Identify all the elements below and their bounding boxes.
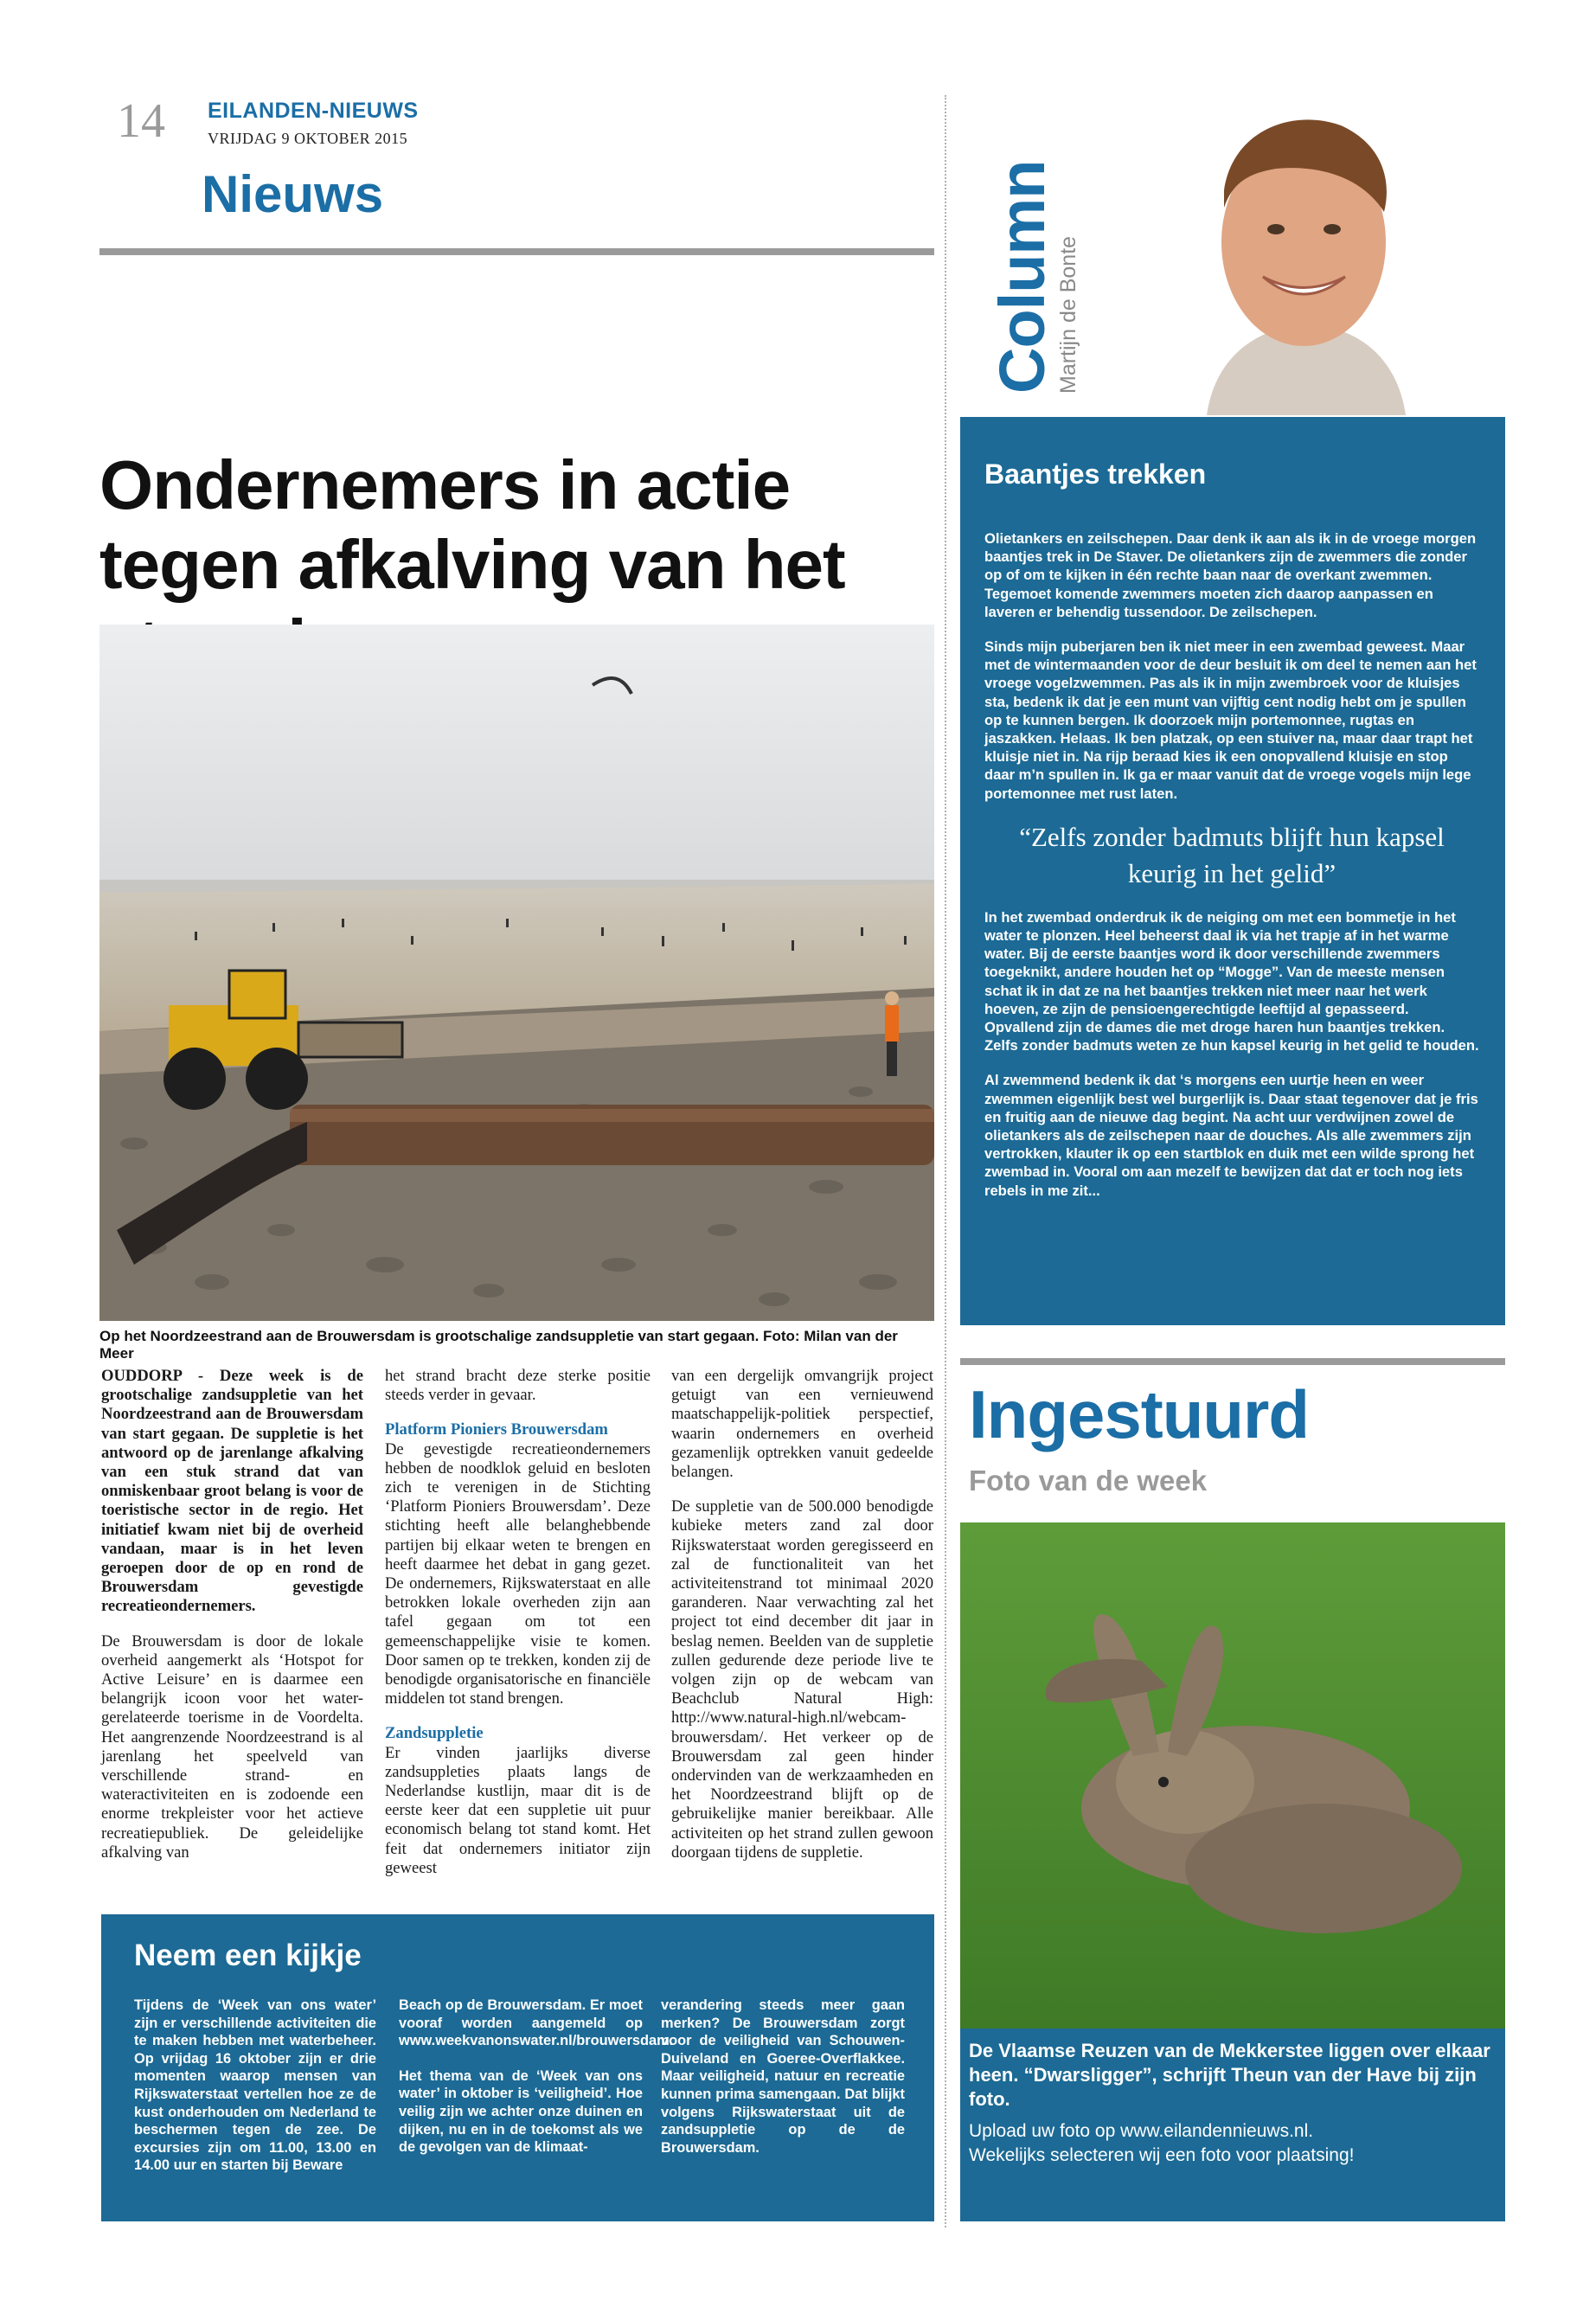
column-label: Column [986, 160, 1058, 394]
photo-of-week-caption: De Vlaamse Reuzen van de Mekkerstee liggen over elkaar heen. “Dwarsligger”, schrijft Theun van der Have bij zijn foto. [969, 2040, 1490, 2110]
section-title: Nieuws [202, 165, 384, 223]
info-box-column-2 [399, 1997, 674, 2174]
author-portrait [1103, 95, 1509, 415]
column-paragraph: Sinds mijn puberjaren ben ik niet meer in een zwembad geweest. Maar met de wintermaanden voor de deur besluit ik om deel te nemen aan het vroege vogelzwemmen. Pas als ik in mijn zwembroek voor de kluisjes sta, bedenk ik dat je een munt van vijftig cent nodig hebt om je spullen op te kunnen bergen. Ik doorzoek mijn portemonnee, rugtas en jaszakken. Helaas. Ik ben platzak, op een stuiver na, maar daar trapt het kluisje niet in. Na rijp beraad kies ik een onopvallend kluisje en stop daar m’n spullen in. Ik ga er maar vanuit dat de vroege vogels mijn lege portemonnee met rust laten. [984, 638, 1477, 802]
info-box [101, 1914, 934, 2221]
ingestuurd-title: Ingestuurd [969, 1376, 1309, 1452]
ingestuurd-subtitle: Foto van de week [969, 1465, 1208, 1497]
info-box-title: Neem een kijkje [134, 1939, 362, 1972]
beach-photo [99, 625, 934, 1321]
article-paragraph: van een dergelijk omvangrijk project getuigt van een vernieuwend maatschappelijk-politiek perspectief, waarin ondernemers en overheid gezamenlijk optrekken vanuit gedeelde belangen. [671, 1367, 933, 1482]
masthead-logo: EILANDEN-NIEUWS [208, 99, 419, 123]
rabbit-photo [960, 1522, 1505, 2029]
column-body [984, 529, 1479, 1216]
upload-instructions [969, 2119, 1497, 2168]
column-paragraph: In het zwembad onderdruk ik de neiging om met een bommetje in het water te plonzen. Heel beheerst daal ik via het trapje af in het warme water. Bij de eerste baantjes word ik door verschillende zwemmers toegeknikt, andere houden het op “Mogge”. Van de meeste mensen schat ik in dat ze na het baantjes trekken niet meer naar het werk hoeven, ze zijn de pensioengerechtigde leeftijd al gepasseerd. Opvallend zijn de dames die met droge haren hun baantjes trekken. Zelfs zonder badmuts weten ze hun kapsel keurig in het gelid te houden. [984, 908, 1479, 1054]
column-divider [945, 95, 946, 2227]
article-column-1 [101, 1367, 363, 1878]
photo-of-week-caption-box [960, 2029, 1505, 2221]
info-box-column-3 [661, 1997, 905, 2174]
info-box-paragraph: Beach op de Brouwersdam. Er moet vooraf worden aangemeld op www.weekvanonswater.nl/brouwersdam. [399, 1997, 674, 2049]
column-author: Martijn de Bonte [1056, 235, 1080, 394]
upload-line: Wekelijks selecteren wij een foto voor plaatsing! [969, 2145, 1355, 2165]
article-subhead: Zandsuppletie [385, 1724, 484, 1743]
page-number: 14 [117, 94, 165, 148]
column-box [960, 417, 1505, 1325]
photo-caption: Op het Noordzeestrand aan de Brouwersdam is grootschalige zandsuppletie van start gegaan. Foto: Milan van der Meer [99, 1328, 898, 1362]
pull-quote: “Zelfs zonder badmuts blijft hun kapsel keurig in het gelid” [1019, 821, 1445, 888]
article-paragraph: De Brouwersdam is door de lokale overheid aangemerkt als ‘Hotspot for Active Leisure’ en is daarmee een belangrijk icoon voor het water-gerelateerde toerisme in de Voordelta. Het aangrenzende Noordzeestrand is al jarenlang het speelveld van verschillende strand- en wateractiviteiten en is zodoende een enorme trekpleister voor het actieve recreatiepubliek. De geleidelijke afkalving van [101, 1631, 363, 1862]
article-subhead: Platform Pioniers Brouwersdam [385, 1420, 608, 1439]
ingestuurd-rule [960, 1358, 1505, 1365]
dateline: VRIJDAG 9 OKTOBER 2015 [208, 130, 408, 147]
column-title: Baantjes trekken [984, 458, 1207, 490]
article-paragraph: het strand bracht deze sterke positie steeds verder in gevaar. [385, 1367, 651, 1405]
column-paragraph: Al zwemmend bedenk ik dat ‘s morgens een uurtje heen en weer zwemmen eigenlijk best wel burgerlijk is. Daar staat tegenover dat je fris en fruitig aan de nieuwe dag begint. Na acht uur verdwijnen zowel de olietankers als de zeilschepen naar de douches. Als alle zwemmers zijn vertrokken, klauter ik op een startblok en duik met een wilde sprong het zwembad in. Vooral om aan mezelf te bewijzen dat dat er toch nog iets rebels in me zit... [984, 1072, 1478, 1199]
article-paragraph: Er vinden jaarlijks diverse zandsuppleties plaats langs de Nederlandse kustlijn, maar dit is de eerste keer dat een suppletie uit puur economisch belang tot stand komt. Het feit dat ondernemers initiator zijn geweest [385, 1743, 651, 1877]
upload-line: Upload uw foto op www.eilandennieuws.nl. [969, 2121, 1314, 2141]
info-box-paragraph: Het thema van de ‘Week van ons water’ in oktober is ‘veiligheid’. Hoe veilig zijn we achter onze duinen en dijken, nu en in de toekomst als we de gevolgen van de klimaat- [399, 2067, 643, 2156]
article-column-3 [671, 1367, 933, 1878]
article-headline: Ondernemers in actie tegen afkalving van het [99, 446, 845, 603]
info-box-column-1 [134, 1997, 376, 2192]
article-paragraph: De gevestigde recreatieondernemers hebben de noodklok geluid en besloten zich te verenigen in de Stichting ‘Platform Pioniers Brouwersdam’. Deze stichting heeft alle belanghebbende partijen bij elkaar weten te brengen en heeft daarmee het debat in gang gezet. De ondernemers, Rijkswaterstaat en alle betrokken lokale overheden zijn aan tafel gegaan om tot een gemeenschappelijke visie te komen. Door samen op te trekken, konden zij de benodigde organisatorische en financiële middelen tot stand brengen. [385, 1439, 651, 1708]
header-rule [99, 248, 934, 255]
article-paragraph: De suppletie van de 500.000 benodigde kubieke meters zand zal door Rijkswaterstaat worden geregisseerd en zal de functionaliteit van het activiteitenstrand tot minimaal 2020 garanderen. Naar verwachting zal het project tot eind december dit jaar in beslag nemen. Beelden van de suppletie zullen gedurende deze periode live te volgen zijn op de webcam van Beachclub Natural High: http://www.natural-high.nl/webcam-brouwersdam/. Het verkeer op de Brouwersdam zal geen hinder ondervinden van de werkzaamheden en het Noordzeestrand blijft op de gebruikelijke manier bereikbaar. Alle activiteiten op het strand zullen gewoon doorgaan tijdens de suppletie. [671, 1497, 933, 1862]
article-lead: OUDDORP - Deze week is de grootschalige zandsuppletie van het Noordzeestrand aan de Brouwersdam van start gegaan. De suppletie is het antwoord op de jarenlange afkalving van een stuk strand dat van onmiskenbaar groot belang is voor de toeristische sector in de regio. Het initiatief kwam niet bij de overheid vandaan, maar is in het leven geroepen door de op en rond de Brouwersdam gevestigde recreatieondernemers. [101, 1367, 363, 1616]
column-paragraph: Olietankers en zeilschepen. Daar denk ik aan als ik in de vroege morgen baantjes trek in De Staver. De olietankers zijn de zwemmers die zonder op of om te kijken in één rechte baan naar de overkant zwemmen. Tegemoet komende zwemmers moeten zich daarop aanpassen en laveren er behendig tussendoor. De zeilschepen. [984, 530, 1477, 620]
article-column-2 [385, 1367, 651, 1894]
info-box-paragraph: verandering steeds meer gaan merken? De Brouwersdam zorgt voor de veiligheid van Schouwen-Duiveland en Goeree-Overflakkee. Maar veiligheid, natuur en recreatie kunnen prima samengaan. Dat blijkt volgens Rijkswaterstaat uit de zandsuppletie op de de Brouwersdam. [661, 1997, 905, 2156]
info-box-paragraph: Tijdens de ‘Week van ons water’ zijn er verschillende activiteiten die te maken hebben met waterbeheer. Op vrijdag 16 oktober zijn er drie momenten waarop mensen van Rijkswaterstaat vertellen hoe ze de kust onderhouden om Nederland te beschermen tegen de zee. De excursies zijn om 11.00, 13.00 en 14.00 uur en starten bij Beware [134, 1997, 376, 2174]
